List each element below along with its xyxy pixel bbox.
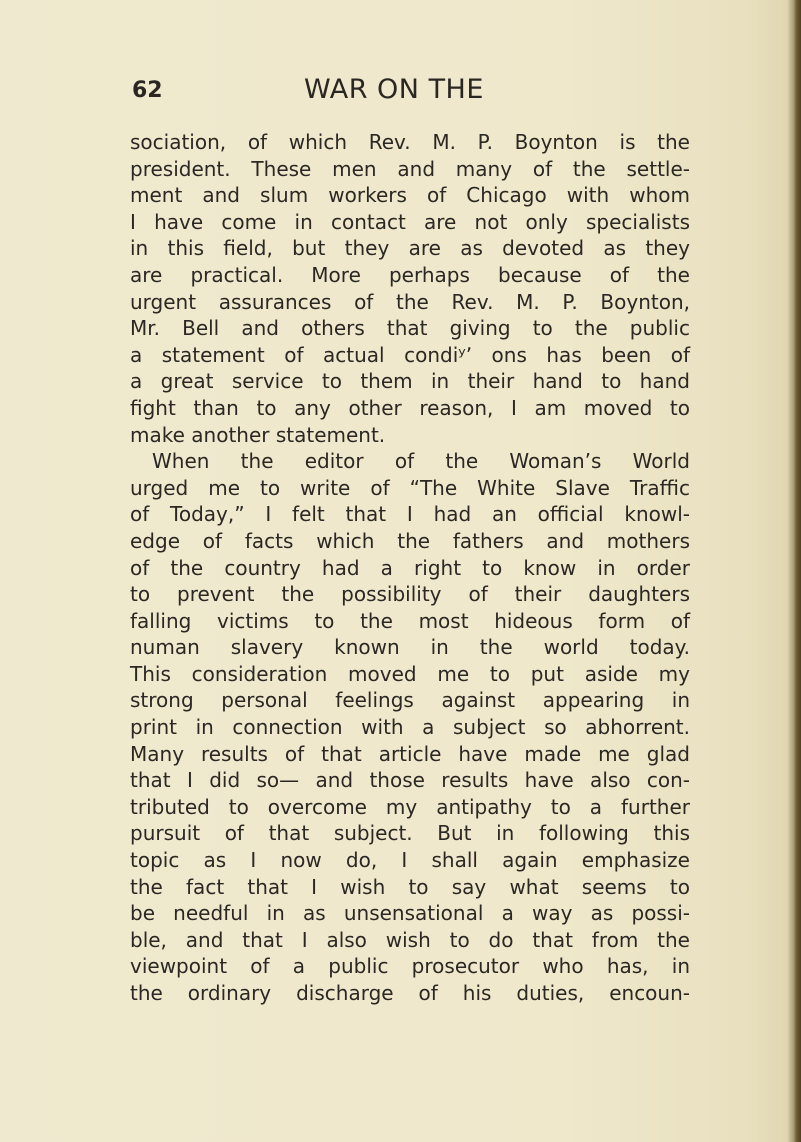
text-line: Many results of that article have made me glad <box>130 741 690 766</box>
text-line: fight than to any other reason, I am moved to <box>130 395 690 420</box>
text-line: of the country had a right to know in order <box>130 555 690 580</box>
text-line: urged me to write of “The White Slave Traffic <box>130 475 690 500</box>
text-line: in this field, but they are as devoted as they <box>130 236 690 261</box>
text-line: topic as I now do, I shall again emphasize <box>130 848 690 873</box>
text-line: a statement of actual condiʸʼ ons has been of <box>130 342 690 367</box>
running-head: WAR ON THE <box>304 74 484 105</box>
text-line: a great service to them in their hand to hand <box>130 369 690 394</box>
text-line: the ordinary discharge of his duties, encoun- <box>130 981 690 1005</box>
text-line: president. These men and many of the settle- <box>130 156 690 181</box>
page-number: 62 <box>132 78 163 103</box>
text-line: viewpoint of a public prosecutor who has, in <box>130 954 690 979</box>
text-line: edge of facts which the fathers and mothers <box>130 528 690 553</box>
text-line: falling victims to the most hideous form of <box>130 608 690 633</box>
text-line: are practical. More perhaps because of the <box>130 262 690 287</box>
text-line: ment and slum workers of Chicago with whom <box>130 183 690 208</box>
text-line: Mr. Bell and others that giving to the public <box>130 316 690 341</box>
body-text <box>130 129 690 1007</box>
text-line: tributed to overcome my antipathy to a further <box>130 794 690 819</box>
text-line: sociation, of which Rev. M. P. Boynton is the <box>130 130 690 154</box>
text-line: the fact that I wish to say what seems to <box>130 874 690 899</box>
page-edge-shadow <box>787 0 801 1142</box>
text-line: that I did so— and those results have also con- <box>130 768 690 793</box>
text-line: numan slavery known in the world today. <box>130 635 690 660</box>
text-line: of Today,” I felt that I had an official knowl- <box>130 502 690 527</box>
page-header <box>0 72 801 112</box>
text-line: When the editor of the Woman’s World <box>152 449 690 474</box>
text-line: print in connection with a subject so abhorrent. <box>130 715 690 740</box>
text-line: pursuit of that subject. But in following this <box>130 821 690 846</box>
text-line: I have come in contact are not only specialists <box>130 209 690 234</box>
text-line: This consideration moved me to put aside my <box>130 661 690 686</box>
text-line: make another statement. <box>130 422 386 447</box>
text-line: ble, and that I also wish to do that from the <box>130 927 690 952</box>
text-line: urgent assurances of the Rev. M. P. Boynton, <box>130 289 690 314</box>
text-line: be needful in as unsensational a way as possi- <box>130 901 690 926</box>
text-line: to prevent the possibility of their daughters <box>130 582 690 607</box>
text-line: strong personal feelings against appearing in <box>130 688 690 713</box>
